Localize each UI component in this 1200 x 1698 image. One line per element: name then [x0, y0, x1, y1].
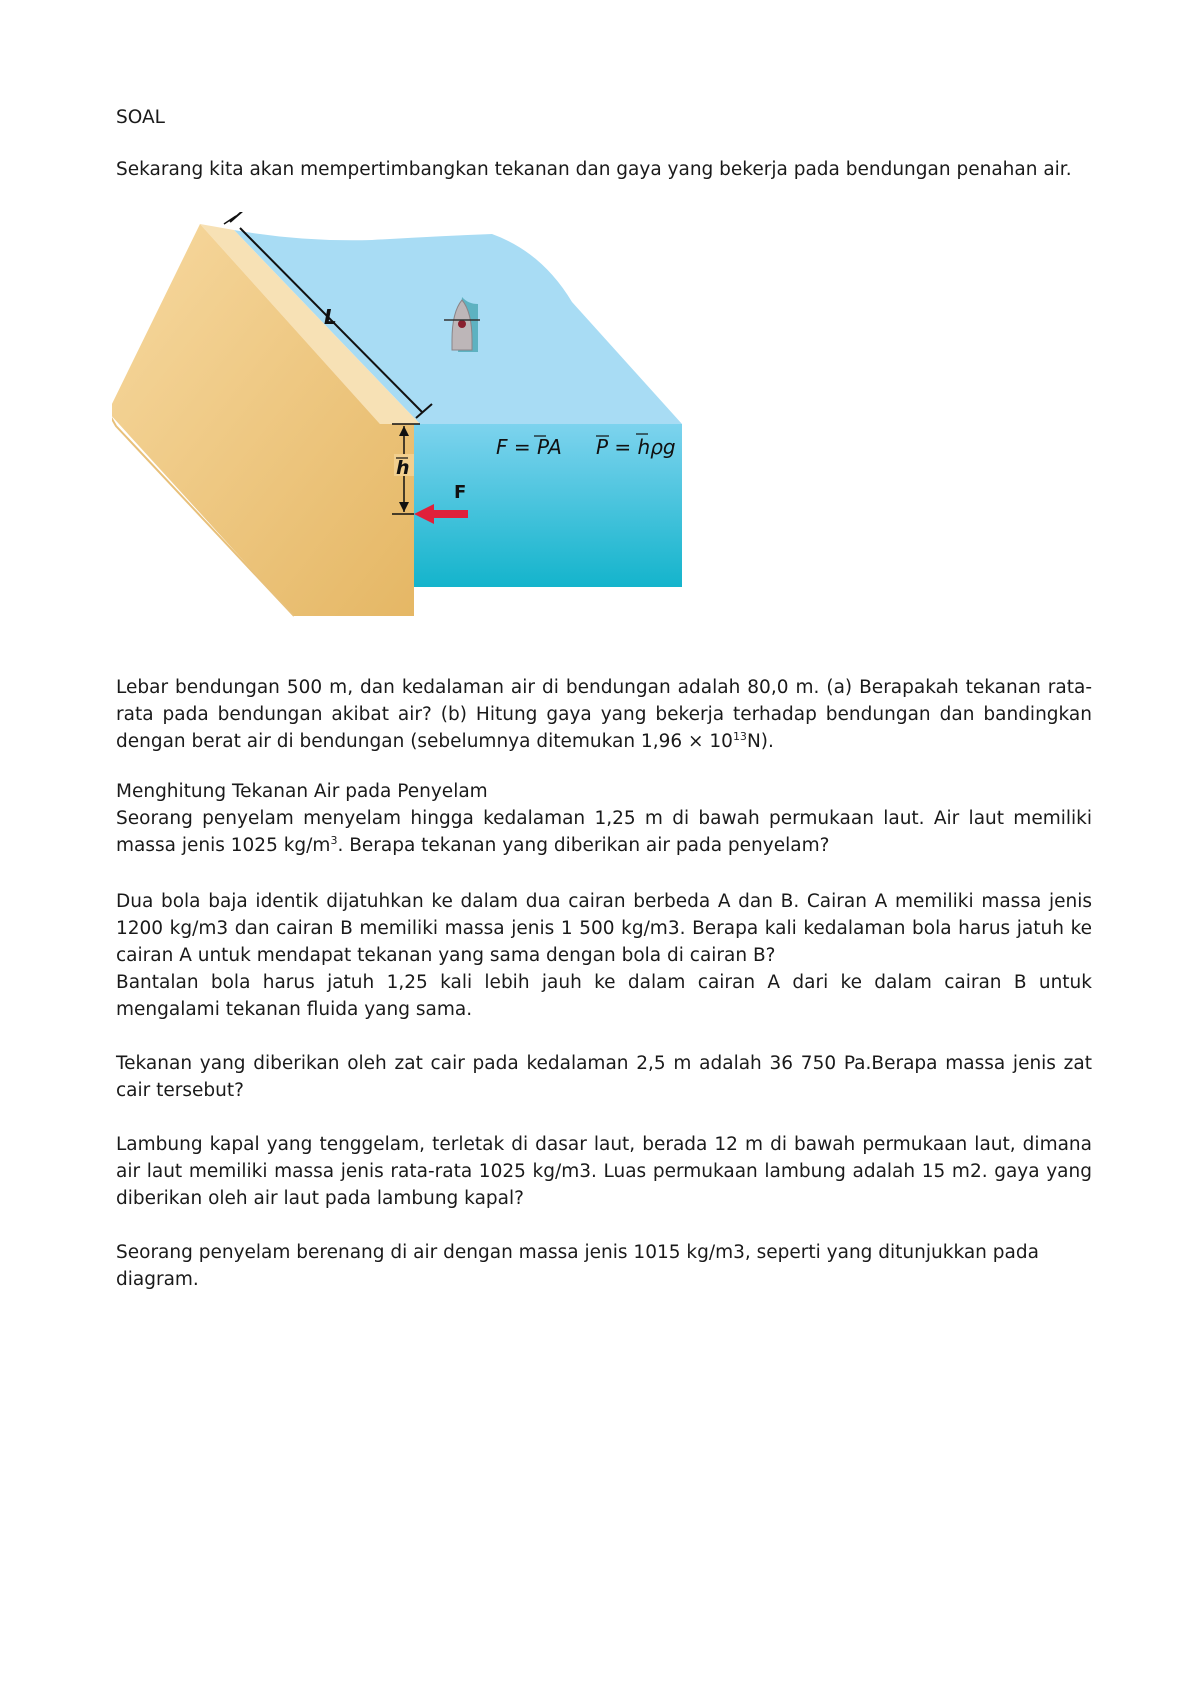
label-length: L: [324, 305, 337, 329]
page-heading: SOAL: [116, 107, 165, 128]
problem-3-question: Dua bola baja identik dijatuhkan ke dalam dua cairan berbeda A dan B. Cairan A memiliki massa jenis 1200 kg/m3 dan cairan B memiliki massa jenis 1 500 kg/m3. Berapa kali kedalaman bola harus jatuh ke cairan A untuk mendapat tekanan yang sama dengan bola di cairan B?: [116, 891, 1092, 966]
intro-text: Sekarang kita akan mempertimbangkan tekanan dan gaya yang bekerja pada bendungan penahan air.: [116, 159, 1072, 180]
label-depth: h: [396, 457, 410, 479]
problem-2: Seorang penyelam menyelam hingga kedalaman 1,25 m di bawah permukaan laut. Air laut memiliki massa jenis 1025 $kg/m^3$. Berapa tekanan yang diberikan air pada penyelam?: [116, 808, 1092, 856]
problem-5: Lambung kapal yang tenggelam, terletak di dasar laut, berada 12 m di bawah permukaan laut, dimana air laut memiliki massa jenis rata-rata 1025 kg/m3. Luas permukaan lambung adalah 15 m2. gaya yang diberikan oleh air laut pada lambung kapal?: [116, 1134, 1092, 1209]
problem-6: Seorang penyelam berenang di air dengan massa jenis 1015 kg/m3, seperti yang ditunjukkan pada diagram.: [116, 1242, 1039, 1290]
svg-text:P = hρg: P = hρg: [596, 435, 676, 459]
dam-diagram: [112, 212, 762, 682]
svg-text:F = PA: F = PA: [496, 435, 562, 459]
problem-4: Tekanan yang diberikan oleh zat cair pada kedalaman 2,5 m adalah 36 750 Pa.Berapa massa jenis zat cair tersebut?: [116, 1053, 1092, 1101]
problem-1: Lebar bendungan 500 m, dan kedalaman air di bendungan adalah 80,0 m. (a) Berapakah tekanan rata-rata pada bendungan akibat air? (b) Hitung gaya yang bekerja terhadap bendungan dan bandingkan dengan berat air di bendungan (sebelumnya ditemukan $1,96 \times 10^{13}N$).: [116, 677, 1092, 752]
force-equation: [496, 435, 562, 459]
problem-3-answer: Bantalan bola harus jatuh 1,25 kali lebih jauh ke dalam cairan A dari ke dalam cairan B untuk mengalami tekanan fluida yang sama.: [116, 972, 1092, 1020]
label-force: F: [454, 482, 467, 503]
pressure-equation: [596, 434, 676, 459]
problem-2-title: Menghitung Tekanan Air pada Penyelam: [116, 781, 488, 802]
